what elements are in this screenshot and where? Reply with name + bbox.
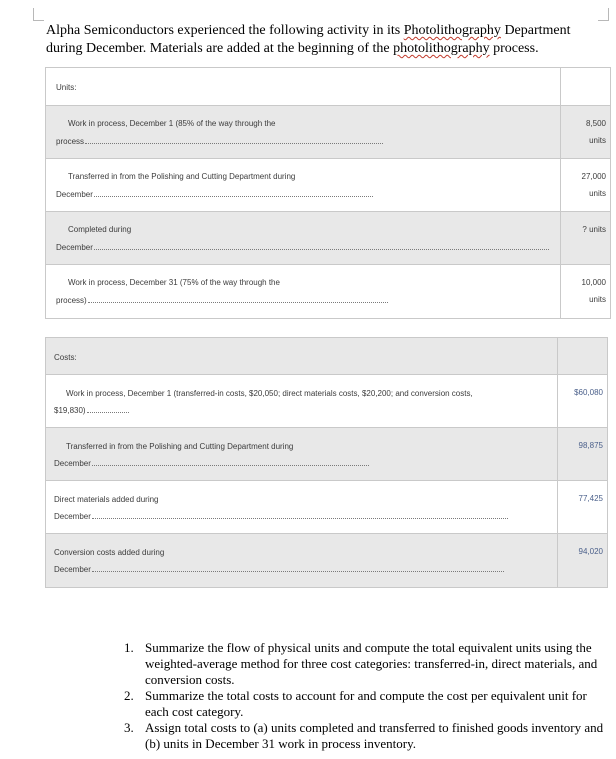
questions-list <box>124 640 604 752</box>
list-item <box>124 720 604 752</box>
costs-table <box>45 337 608 588</box>
row-label: Direct materials added during <box>54 495 159 504</box>
list-item <box>124 640 604 688</box>
row-label-cont: December <box>56 190 93 199</box>
table-row <box>46 481 607 534</box>
page-corner-mark-right <box>598 8 609 21</box>
table-row <box>46 106 610 159</box>
row-label-cont: December <box>54 459 91 468</box>
row-label: Work in process, December 1 (transferred-in costs, $20,050; direct materials costs, $20,200; and conversion costs, <box>66 389 473 398</box>
question-number: 2. <box>124 688 134 703</box>
row-label-cont: December <box>54 512 91 521</box>
row-value: ? units <box>582 225 606 234</box>
row-label: Work in process, December 1 (85% of the way through the <box>68 119 276 128</box>
units-header: Units: <box>56 83 77 92</box>
row-label-cont: process) <box>56 296 87 305</box>
spelling-flag-photolithography-dept[interactable]: Photolithography <box>403 23 501 38</box>
question-text: Summarize the total costs to account for and compute the cost per equivalent unit for each cost category. <box>145 688 587 719</box>
page-corner-mark-left <box>33 8 44 21</box>
row-label-cont: December <box>56 243 93 252</box>
question-number: 1. <box>124 640 134 655</box>
row-label: Transferred in from the Polishing and Cutting Department during <box>66 442 294 451</box>
table-row <box>46 265 610 318</box>
question-number: 3. <box>124 720 134 735</box>
list-item <box>124 688 604 720</box>
row-value: 8,500 <box>585 119 606 128</box>
units-header-row <box>46 68 610 106</box>
row-value: $60,080 <box>574 388 603 397</box>
table-row <box>46 159 610 212</box>
row-label-cont: $19,830) <box>54 406 86 415</box>
row-value: 98,875 <box>578 441 603 450</box>
row-value: 77,425 <box>578 494 603 503</box>
table-row <box>46 212 610 265</box>
table-row <box>46 534 607 587</box>
row-label: Transferred in from the Polishing and Cutting Department during <box>68 172 296 181</box>
question-text: Summarize the flow of physical units and compute the total equivalent units using the weighted-average method for three cost categories: transferred-in, direct materials, and conversion costs. <box>145 640 598 687</box>
costs-header-row <box>46 338 607 375</box>
question-text: Assign total costs to (a) units completed and transferred to finished goods inventory and (b) units in December 31 work in process inventory. <box>145 720 604 751</box>
units-table <box>45 67 611 319</box>
row-unit: units <box>589 189 606 198</box>
row-value: 27,000 <box>581 172 606 181</box>
row-value: 94,020 <box>578 547 603 556</box>
intro-paragraph: Alpha Semiconductors experienced the following activity in its Photolithography Department during December. Materials are added at the beginning of the photolithography process. <box>46 23 571 56</box>
row-label: Completed during <box>68 225 132 234</box>
row-label-cont: December <box>54 565 91 574</box>
row-label: Work in process, December 31 (75% of the way through the <box>68 278 280 287</box>
costs-header: Costs: <box>54 353 77 362</box>
row-label: Conversion costs added during <box>54 548 165 557</box>
row-unit: units <box>589 295 606 304</box>
row-unit: units <box>589 136 606 145</box>
table-row <box>46 375 607 428</box>
table-row <box>46 428 607 481</box>
row-value: 10,000 <box>581 278 606 287</box>
row-label-cont: process <box>56 137 85 146</box>
spelling-flag-photolithography-process[interactable]: photolithography <box>393 41 490 56</box>
